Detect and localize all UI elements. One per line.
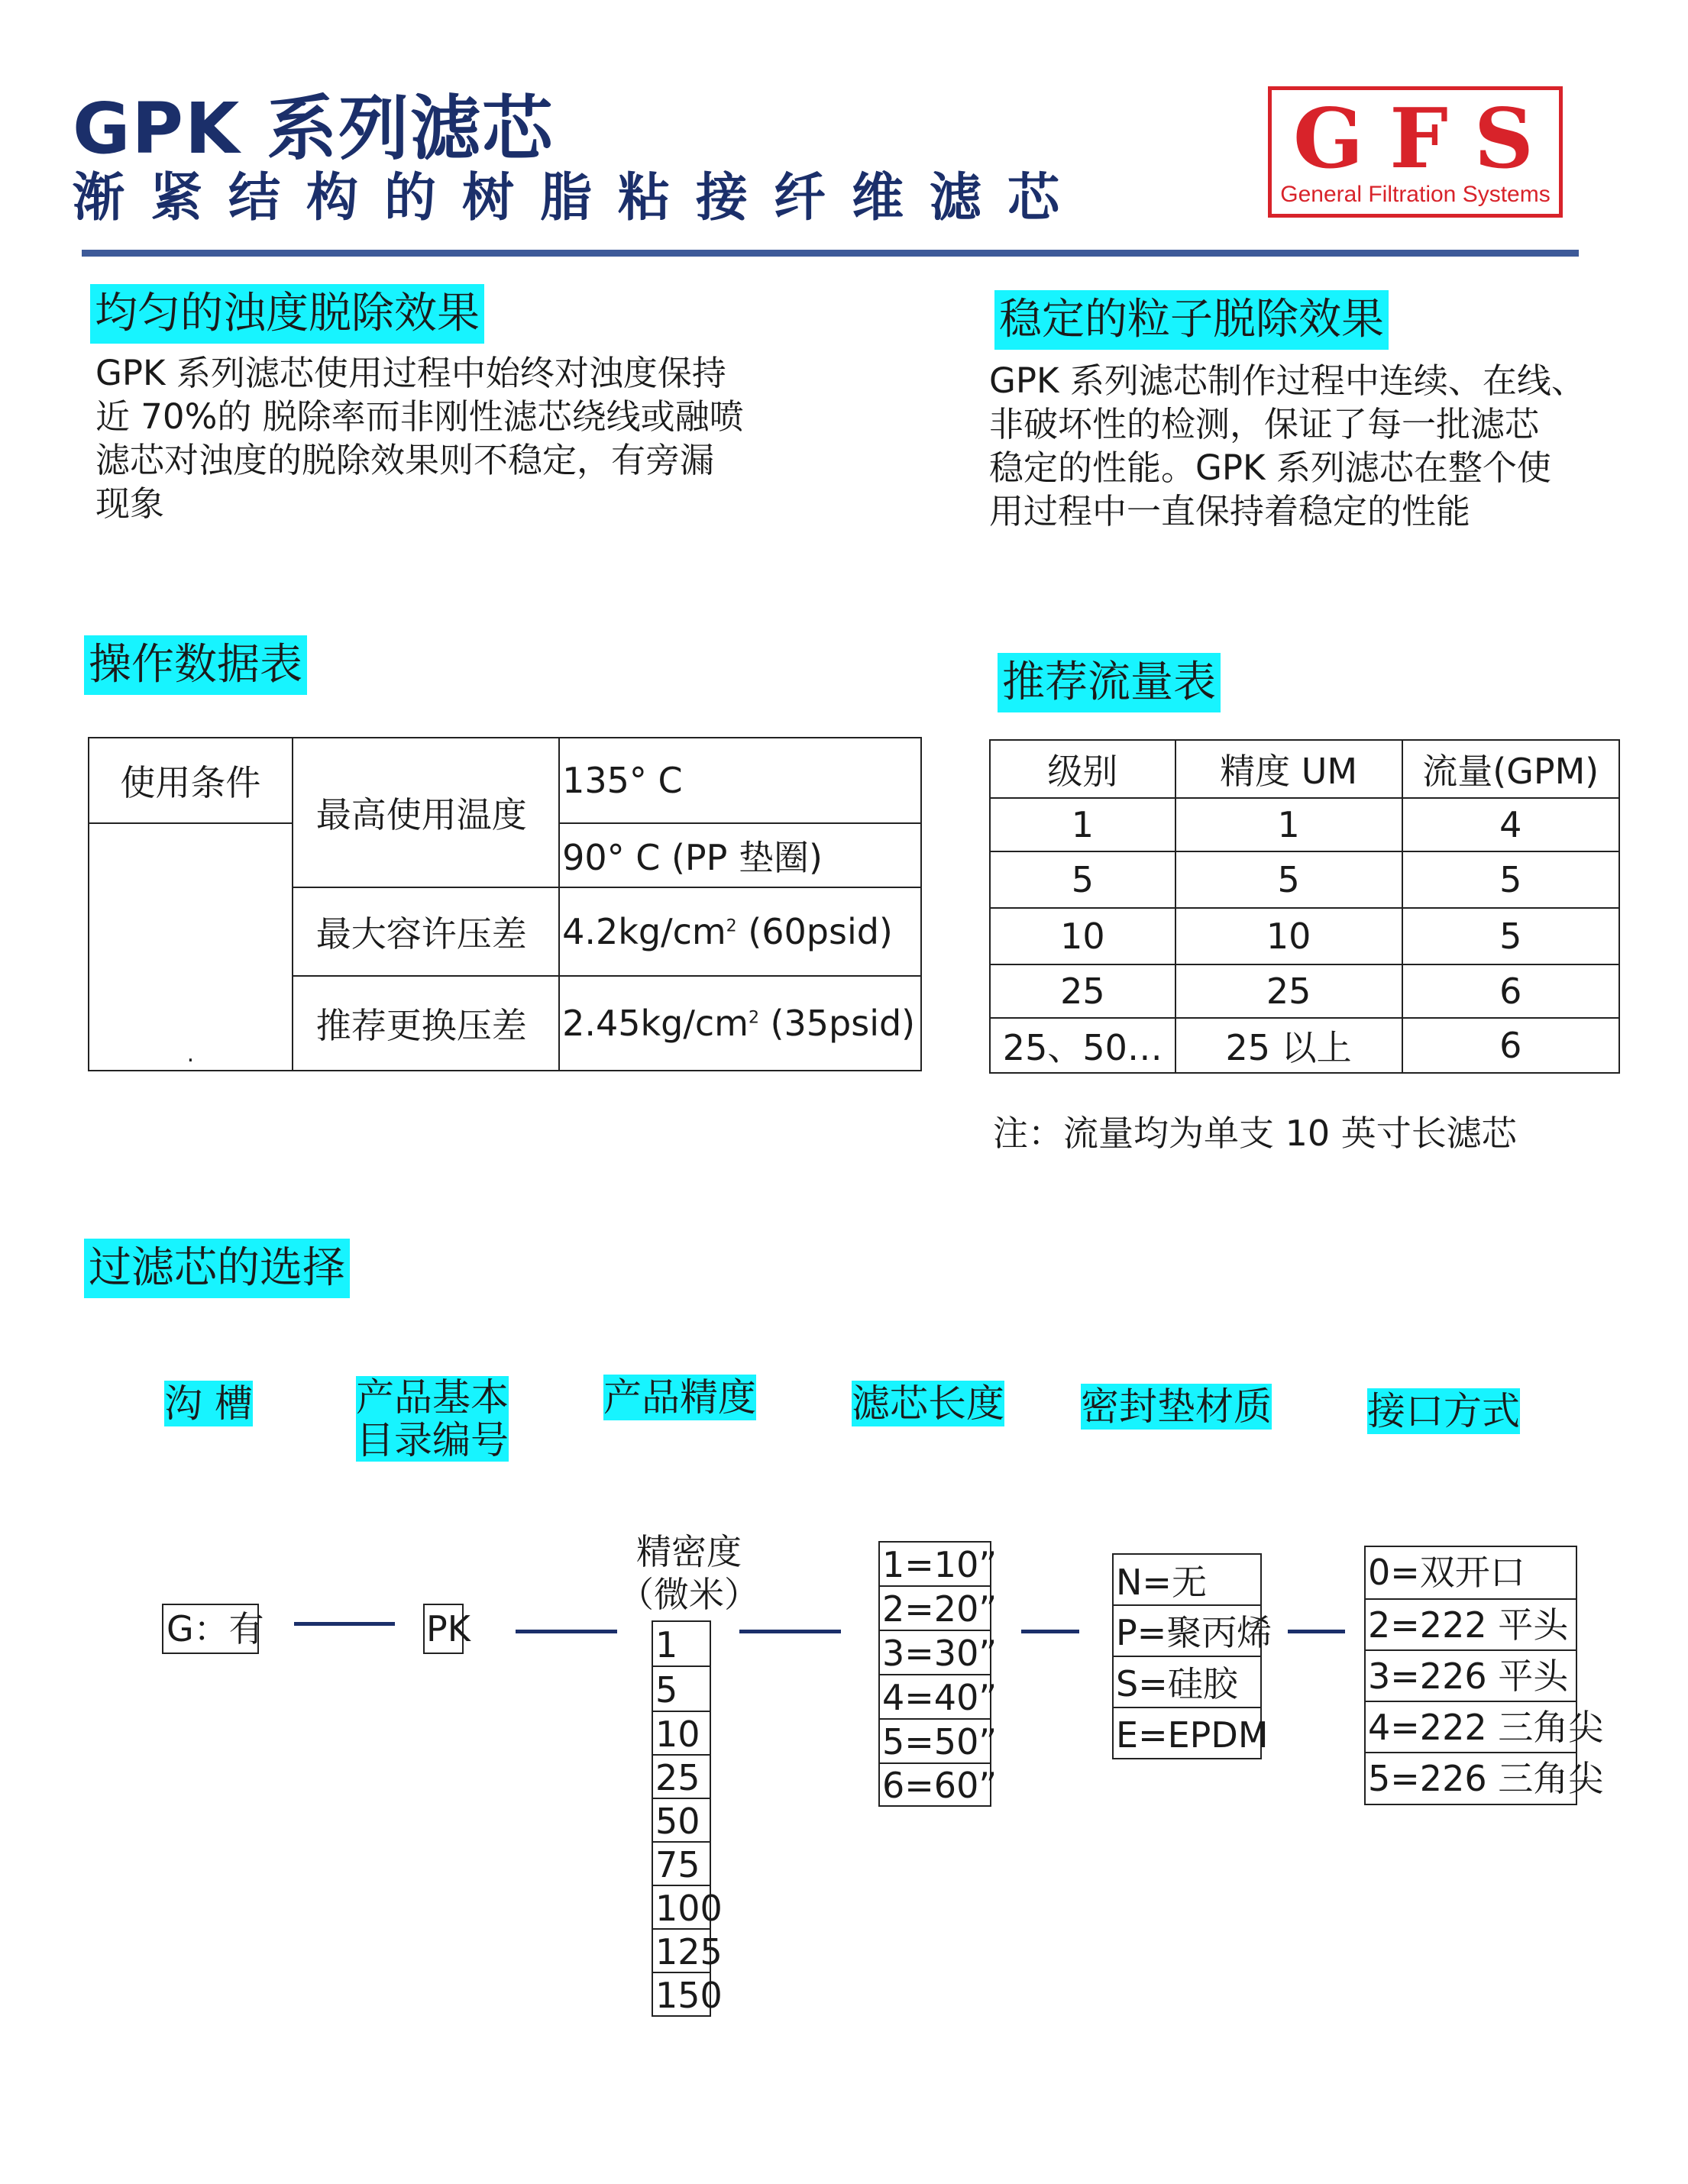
gfs-logo xyxy=(1268,86,1563,218)
column-seal: 密封垫材质 xyxy=(1081,1384,1272,1429)
flow-cell: 5 xyxy=(1402,908,1620,964)
flow-cell: 5 xyxy=(1175,851,1402,908)
interface-list xyxy=(1364,1546,1604,1805)
list-item: 3=226 平头 xyxy=(1366,1651,1576,1702)
page-subtitle: 渐紧结构的树脂粘接纤维滤芯 xyxy=(73,168,1086,228)
list-item: 125 xyxy=(653,1930,710,1973)
replace-dp-label: 推荐更换压差 xyxy=(293,976,559,1071)
list-item: 5 xyxy=(653,1667,710,1712)
condition-blank-cell xyxy=(89,823,293,1071)
table-row xyxy=(990,798,1619,851)
list-item: 50 xyxy=(653,1799,710,1843)
list-item: 5=226 三角尖 xyxy=(1366,1753,1576,1805)
list-item: 2=20” xyxy=(880,1587,990,1631)
flow-cell: 25 xyxy=(1175,964,1402,1018)
column-precision: 产品精度 xyxy=(603,1375,756,1420)
list-item: 2=222 平头 xyxy=(1366,1600,1576,1651)
list-item: P=聚丙烯 xyxy=(1114,1606,1260,1657)
particle-text xyxy=(989,359,1586,533)
groove-option: G：有 xyxy=(162,1604,259,1654)
max-dp-label: 最大容许压差 xyxy=(293,887,559,976)
connector-dash xyxy=(739,1630,841,1633)
precision-caption-line: （微米） xyxy=(619,1574,759,1615)
list-item: 25 xyxy=(653,1756,710,1799)
particle-line: 稳定的性能。GPK 系列滤芯在整个使 xyxy=(989,447,1551,488)
header-divider xyxy=(82,250,1579,257)
column-interface: 接口方式 xyxy=(1367,1389,1520,1433)
turbidity-line: 现象 xyxy=(95,483,165,524)
list-item: 1 xyxy=(653,1622,710,1667)
flow-header-grade: 级别 xyxy=(990,740,1175,798)
column-catalog: 产品基本 目录编号 xyxy=(356,1375,509,1462)
flow-header-precision: 精度 UM xyxy=(1175,740,1402,798)
condition-label: 使用条件 xyxy=(89,738,293,823)
turbidity-line: GPK 系列滤芯使用过程中始终对浊度保持 xyxy=(95,353,726,393)
max-dp-number: 4.2kg/cm xyxy=(562,911,726,952)
flow-header-flow: 流量(GPM) xyxy=(1402,740,1620,798)
logo-subtitle: General Filtration Systems xyxy=(1280,182,1551,207)
flow-cell: 25 xyxy=(990,964,1175,1018)
connector-dash xyxy=(1021,1630,1079,1633)
replace-dp-value xyxy=(559,976,921,1071)
list-item: 0=双开口 xyxy=(1366,1547,1576,1600)
connector-dash xyxy=(516,1630,617,1633)
list-item: 3=30” xyxy=(880,1631,990,1675)
flow-cell: 6 xyxy=(1402,1018,1620,1073)
page-title: GPK 系列滤芯 xyxy=(73,88,555,170)
max-dp-psid: (60psid) xyxy=(736,911,893,952)
max-dp-value xyxy=(559,887,921,976)
pp-gasket-temp-value: 90° C (PP 垫圈) xyxy=(559,823,921,887)
flow-heading: 推荐流量表 xyxy=(998,653,1221,712)
seal-list xyxy=(1112,1553,1272,1759)
turbidity-line: 滤芯对浊度的脱除效果则不稳定，有旁漏 xyxy=(95,440,715,480)
table-row xyxy=(990,964,1619,1018)
particle-line: 非破坏性的检测，保证了每一批滤芯 xyxy=(989,404,1540,444)
flow-cell: 25 以上 xyxy=(1175,1018,1402,1073)
table-row xyxy=(990,1018,1619,1073)
selection-heading: 过滤芯的选择 xyxy=(84,1239,350,1298)
precision-caption xyxy=(619,1530,759,1616)
replace-dp-psid: (35psid) xyxy=(758,1003,916,1044)
replace-dp-number: 2.45kg/cm xyxy=(562,1003,749,1044)
precision-list xyxy=(652,1620,723,2017)
list-item: 6=60” xyxy=(880,1764,990,1807)
list-item: N=无 xyxy=(1114,1555,1260,1606)
list-item: 100 xyxy=(653,1886,710,1930)
operation-table xyxy=(88,737,922,1071)
flow-cell: 6 xyxy=(1402,964,1620,1018)
flow-cell: 5 xyxy=(1402,851,1620,908)
flow-cell: 1 xyxy=(1175,798,1402,851)
flow-cell: 25、50… xyxy=(990,1018,1175,1073)
turbidity-text xyxy=(95,351,744,525)
list-item: 75 xyxy=(653,1843,710,1886)
particle-line: GPK 系列滤芯制作过程中连续、在线、 xyxy=(989,360,1586,401)
replace-dp-sup: 2 xyxy=(748,1008,759,1028)
flow-note: 注：流量均为单支 10 英寸长滤芯 xyxy=(993,1113,1517,1154)
table-row xyxy=(990,908,1619,964)
length-list xyxy=(878,1541,998,1807)
catalog-option: PK xyxy=(423,1604,464,1654)
list-item: 5=50” xyxy=(880,1720,990,1764)
dot-mark: . xyxy=(186,1041,195,1068)
logo-letters: GFS xyxy=(1293,91,1560,187)
list-item: 150 xyxy=(653,1973,710,2017)
turbidity-line: 近 70%的 脱除率而非刚性滤芯绕线或融喷 xyxy=(95,396,744,437)
list-item: 4=222 三角尖 xyxy=(1366,1702,1576,1753)
column-length: 滤芯长度 xyxy=(852,1381,1004,1426)
list-item: 10 xyxy=(653,1712,710,1756)
max-temp-value: 135° C xyxy=(559,738,921,823)
flow-table xyxy=(989,739,1620,1074)
flow-cell: 10 xyxy=(990,908,1175,964)
operation-heading: 操作数据表 xyxy=(84,635,307,695)
connector-dash xyxy=(294,1622,395,1626)
flow-cell: 10 xyxy=(1175,908,1402,964)
list-item: 1=10” xyxy=(880,1543,990,1587)
particle-heading: 稳定的粒子脱除效果 xyxy=(994,290,1389,350)
column-groove: 沟 槽 xyxy=(164,1381,253,1426)
flow-cell: 4 xyxy=(1402,798,1620,851)
precision-caption-line: 精密度 xyxy=(636,1531,742,1572)
particle-line: 用过程中一直保持着稳定的性能 xyxy=(989,491,1471,531)
flow-cell: 1 xyxy=(990,798,1175,851)
list-item: E=EPDM xyxy=(1114,1708,1260,1759)
table-row xyxy=(990,851,1619,908)
connector-dash xyxy=(1288,1630,1345,1633)
list-item: 4=40” xyxy=(880,1675,990,1720)
flow-cell: 5 xyxy=(990,851,1175,908)
list-item: S=硅胶 xyxy=(1114,1657,1260,1708)
turbidity-heading: 均匀的浊度脱除效果 xyxy=(90,284,484,344)
max-temp-label: 最高使用温度 xyxy=(293,738,559,887)
max-dp-sup: 2 xyxy=(726,916,737,936)
